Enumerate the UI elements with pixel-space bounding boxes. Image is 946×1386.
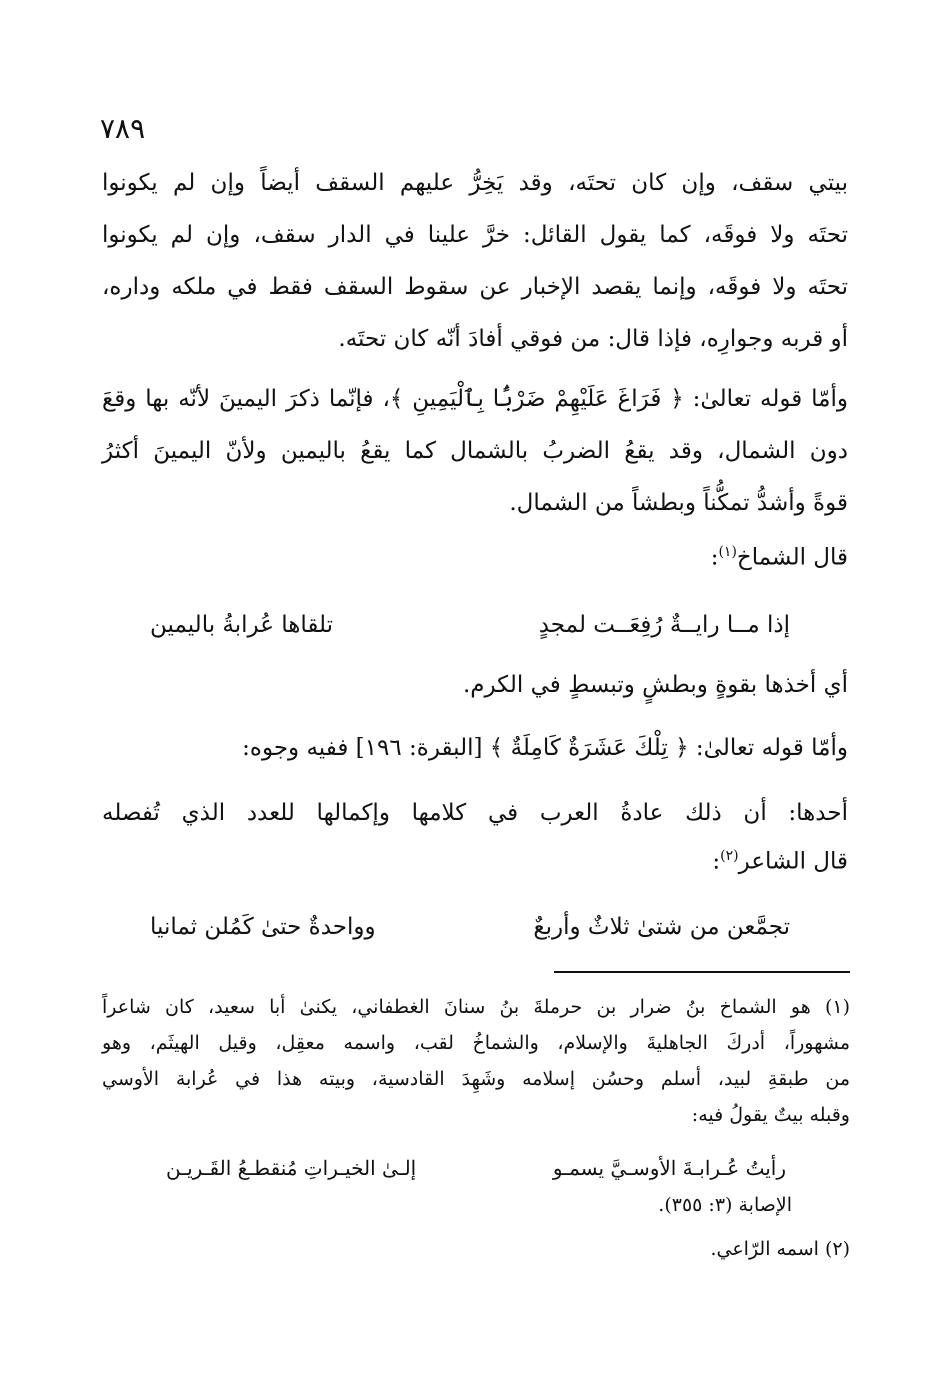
verse-hemistich-left: وواحدةٌ حتىٰ كَمُلن ثمانيا	[150, 914, 376, 940]
text-line	[102, 544, 848, 571]
text-line: أو قربه وجوارِه، فإذا قال: من فوقي أفادَ أنّه كان تحتَه.	[338, 326, 848, 352]
text-line: تحتَه ولا فوقَه، كما يقول القائل: خرَّ علينا في الدار سقف، وإن لم يكونوا	[102, 222, 848, 248]
poet-intro: قال الشاعر	[738, 848, 848, 875]
paragraph-3	[102, 544, 848, 584]
verse-hemistich-right: رأيتُ عُـرابـةَ الأوسـيَّ يسمـو	[552, 1156, 786, 1180]
footnote-ref: (١)	[718, 544, 737, 560]
verse-hemistich-left: تلقاها عُرابةُ باليمين	[150, 612, 334, 638]
footnote-ref: (٢)	[720, 848, 739, 864]
footnote-1	[102, 996, 850, 1146]
verse-hemistich-right: إذا مــا رايــةٌ رُفِعَــت لمجدٍ	[538, 612, 790, 638]
verse-hemistich-left: إلـىٰ الخيـراتِ مُنقطـعُ القَـريـن	[166, 1156, 417, 1180]
text-line	[102, 848, 848, 875]
footnote-line: الإصابة (٣: ٣٥٥).	[658, 1194, 792, 1216]
paragraph-5	[102, 735, 848, 775]
paragraph-6	[102, 800, 848, 890]
text-line: أي أخذها بقوةٍ وبطشٍ وتبسطٍ في الكرم.	[462, 672, 848, 698]
verse-2	[150, 914, 790, 954]
verse-hemistich-right: تجمَّعن من شتىٰ ثلاثٌ وأربعٌ	[533, 914, 790, 940]
text-line: وأمّا قوله تعالىٰ: ﴿ فَرَاغَ عَلَيْهِمْ ضَرْبًۢا بِٱلْيَمِينِ ﴾، فإنّما ذكرَ اليمينَ لأنّه بها وقعَ	[102, 386, 848, 412]
text-line: قوةً وأشدُّ تمكُّناً وبطشاً من الشمال.	[509, 490, 848, 516]
paragraph-2	[102, 386, 848, 526]
footnote-line: (١) هو الشماخ بنُ ضرار بن حرملةَ بنُ سنانَ الغطفاني، يكنىٰ أبا سعيد، كان شاعراً	[102, 996, 850, 1018]
footnote-2	[102, 1238, 850, 1268]
colon: :	[710, 544, 719, 571]
footnote-source	[102, 1194, 850, 1224]
page-number: ٧٨٩	[100, 112, 146, 145]
footnote-line: وقبله بيتٌ يقولُ فيه:	[691, 1104, 850, 1126]
poet-intro: قال الشماخ	[736, 544, 848, 571]
footnote-line: مشهوراً، أدركَ الجاهليةَ والإسلام، والشماخُ لقب، واسمه معقِل، وقيل الهيثَم، وهو	[102, 1032, 850, 1054]
text-line: دون الشمال، وقد يقعُ الضربُ بالشمال كما يقعُ باليمين ولأنّ اليمينَ أكثرُ	[102, 438, 848, 464]
footnote-line: (٢) اسمه الرّاعي.	[710, 1238, 850, 1260]
text-line: تحتَه ولا فوقَه، وإنما يقصد الإخبار عن سقوط السقف فقط في ملكه وداره،	[102, 274, 848, 300]
text-line: وأمّا قوله تعالىٰ: ﴿ تِلْكَ عَشَرَةٌ كَامِلَةٌ ﴾ [البقرة: ١٩٦] ففيه وجوه:	[242, 735, 848, 761]
paragraph-4	[102, 672, 848, 712]
footnote-separator	[554, 971, 850, 973]
footnote-line: من طبقةِ لبيد، أسلم وحسُن إسلامه وشَهِدَ القادسية، وبيته هذا في عُرابة الأوسي	[102, 1068, 850, 1090]
verse-1	[150, 612, 790, 652]
colon: :	[712, 848, 721, 875]
text-line: أحدها: أن ذلك عادةُ العرب في كلامها وإكمالها للعدد الذي تُفصله	[102, 800, 848, 826]
text-line: بيتي سقف، وإن كان تحتَه، وقد يَخِرُّ عليهم السقف أيضاً وإن لم يكونوا	[102, 170, 848, 196]
paragraph-1	[102, 170, 848, 360]
footnote-verse	[166, 1156, 786, 1186]
